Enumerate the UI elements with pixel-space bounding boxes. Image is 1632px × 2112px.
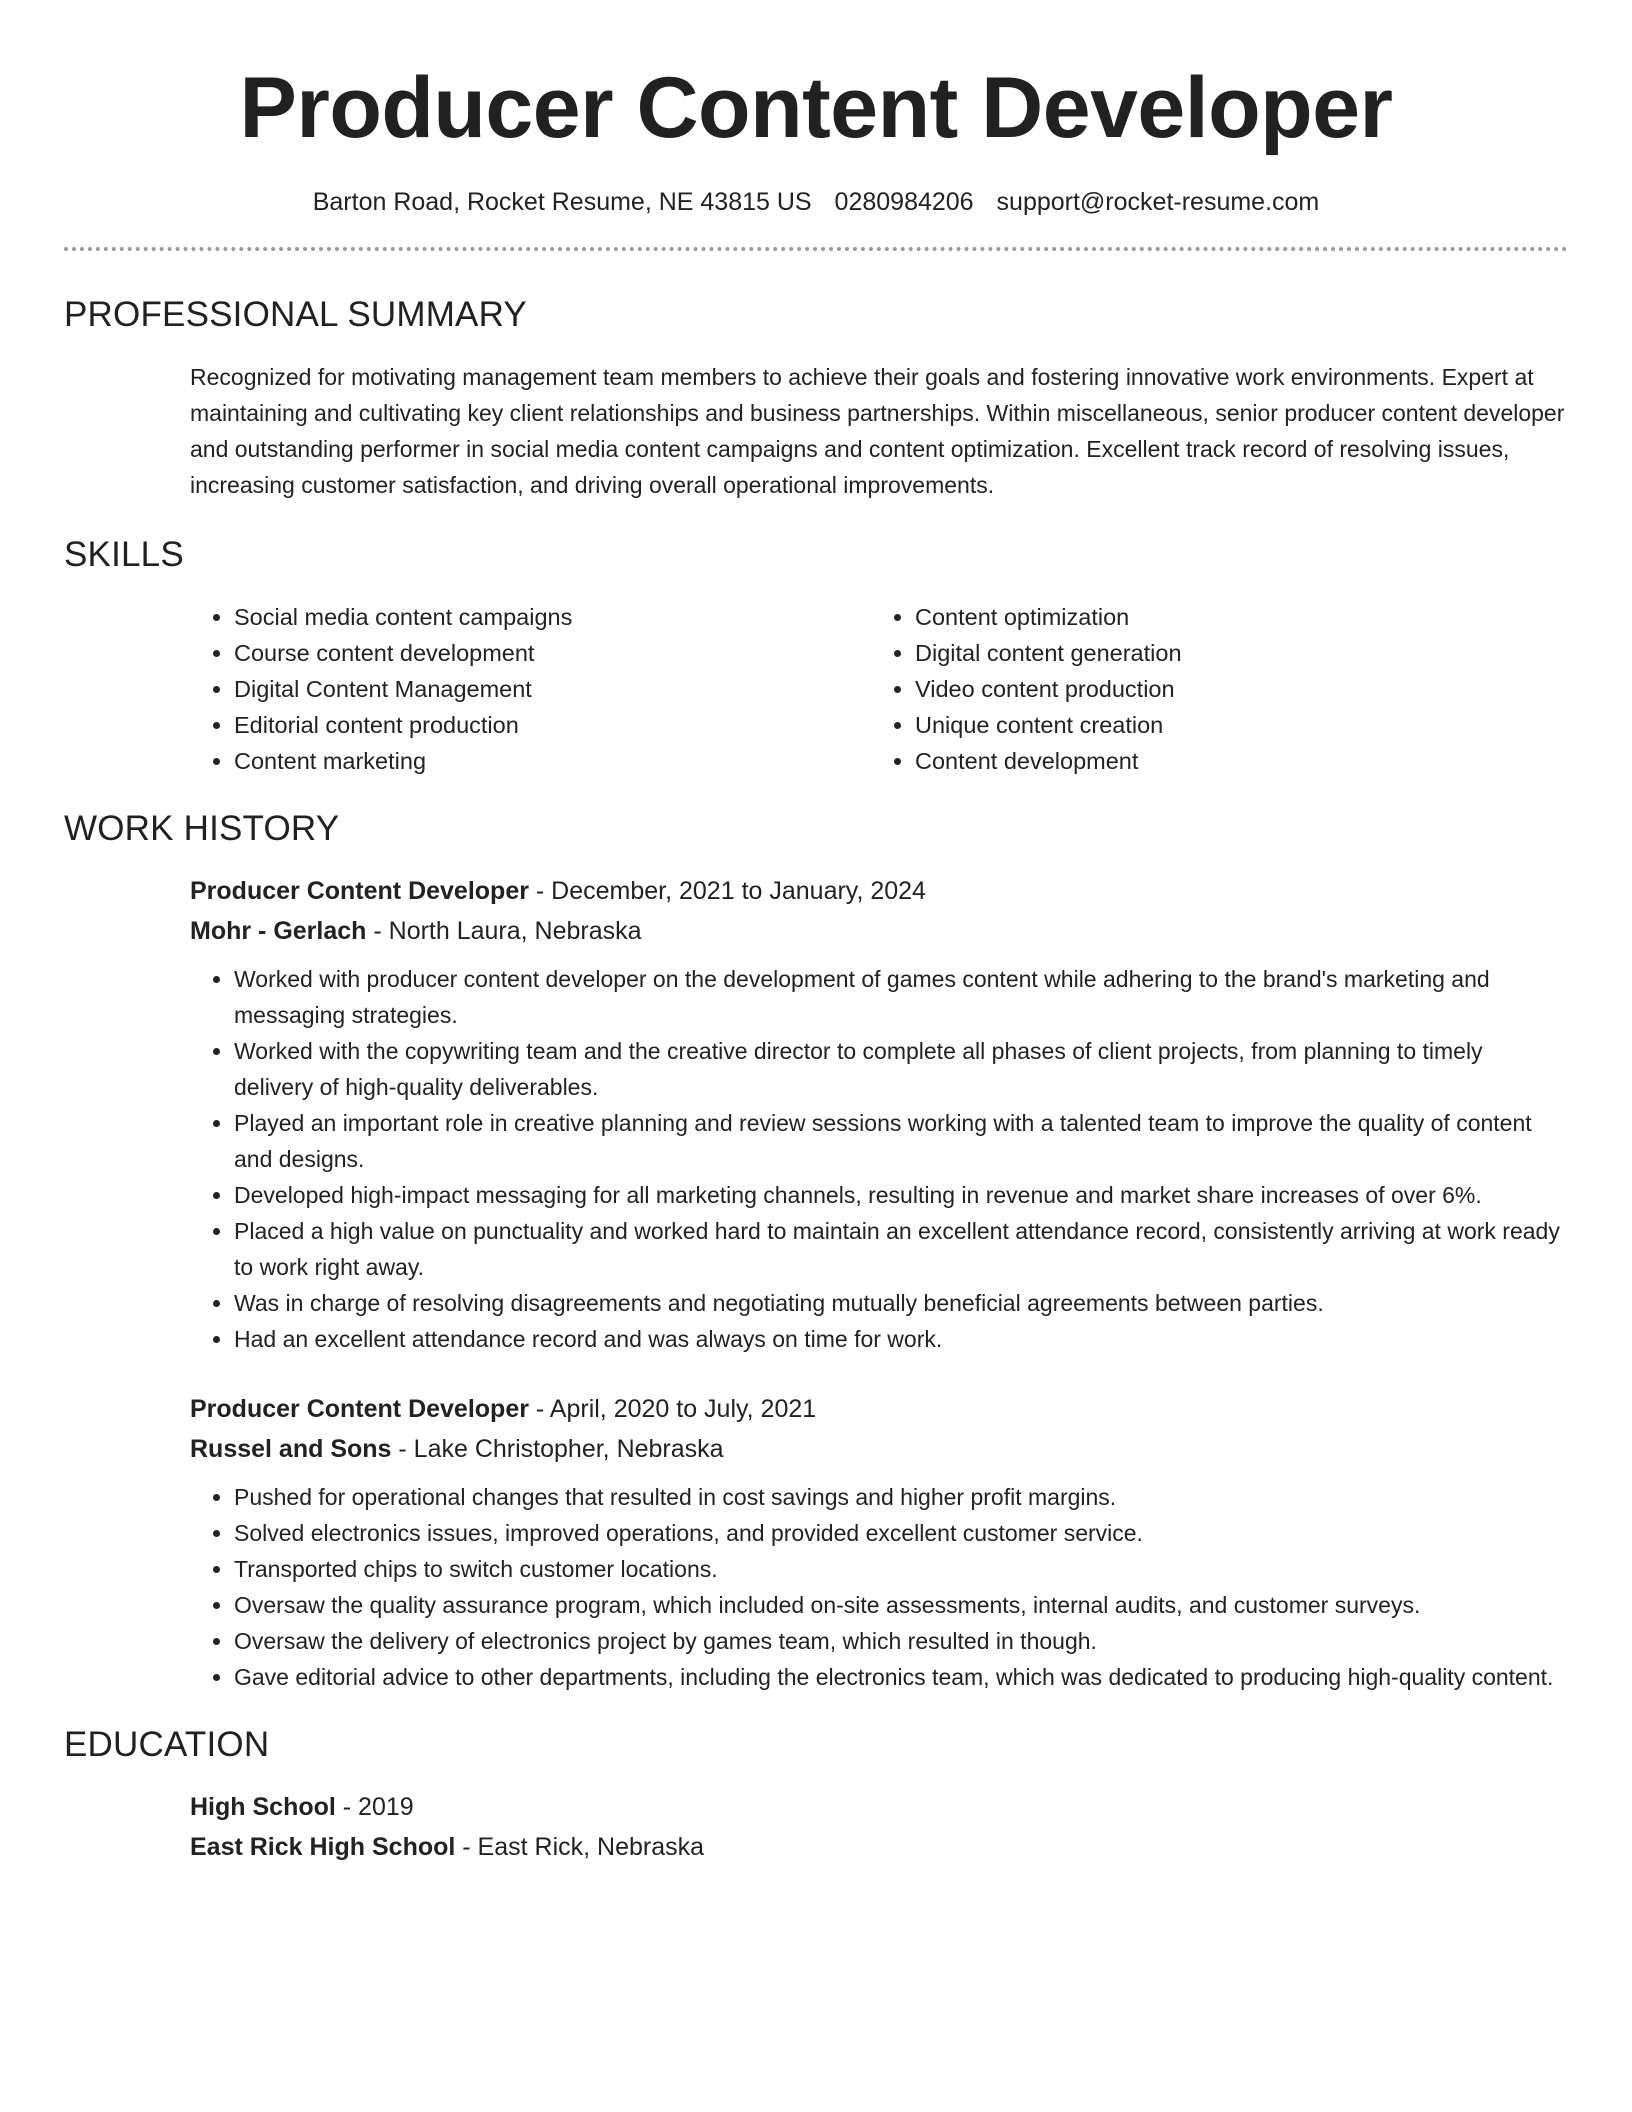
skill-item: • Content marketing <box>234 743 871 779</box>
education-title: EDUCATION <box>64 1725 270 1764</box>
job-bullets <box>190 1479 1568 1695</box>
resume-header <box>64 0 1568 217</box>
summary-title: PROFESSIONAL SUMMARY <box>64 295 527 334</box>
job-company-line <box>190 1429 1568 1469</box>
job-bullets <box>190 961 1568 1357</box>
contact-address: Barton Road, Rocket Resume, NE 43815 US <box>312 188 812 216</box>
job-title-line <box>190 1389 1568 1429</box>
education-location: - East Rick, Nebraska <box>455 1833 705 1861</box>
job-bullet: • Played an important role in creative planning and review sessions working with a talented team to improve the quality of content and designs. <box>234 1105 1568 1177</box>
header-divider <box>64 247 1568 251</box>
job-company-line <box>190 911 1568 951</box>
work-section <box>64 809 1568 1695</box>
job-bullet: • Gave editorial advice to other departments, including the electronics team, which was dedicated to producing high-quality content. <box>234 1659 1568 1695</box>
education-school-line <box>190 1827 1568 1867</box>
job-dates: - December, 2021 to January, 2024 <box>528 877 926 905</box>
work-title: WORK HISTORY <box>64 809 340 848</box>
job-bullet: • Developed high-impact messaging for all marketing channels, resulting in revenue and market share increases of over 6%. <box>234 1177 1568 1213</box>
skill-item: • Social media content campaigns <box>234 599 871 635</box>
education-degree-line <box>190 1787 1568 1827</box>
skills-list <box>190 599 1568 779</box>
contact-line <box>64 188 1568 217</box>
job-bullet: • Oversaw the delivery of electronics project by games team, which resulted in though. <box>234 1623 1568 1659</box>
job-bullet: • Solved electronics issues, improved operations, and provided excellent customer service. <box>234 1515 1568 1551</box>
skills-title: SKILLS <box>64 535 184 574</box>
education-section <box>64 1725 1568 1867</box>
job-company: Mohr - Gerlach <box>190 917 367 945</box>
job-location: - North Laura, Nebraska <box>366 917 642 945</box>
job-location: - Lake Christopher, Nebraska <box>391 1435 724 1463</box>
skills-column-right <box>871 599 1182 779</box>
education-entry <box>190 1787 1568 1867</box>
skill-item: • Content development <box>915 743 1182 779</box>
job-role: Producer Content Developer <box>190 877 529 905</box>
skill-item: • Digital Content Management <box>234 671 871 707</box>
job-role: Producer Content Developer <box>190 1395 529 1423</box>
job-bullet: • Pushed for operational changes that resulted in cost savings and higher profit margins. <box>234 1479 1568 1515</box>
skills-section <box>64 535 1568 779</box>
job-title-line <box>190 871 1568 911</box>
job-dates: - April, 2020 to July, 2021 <box>528 1395 817 1423</box>
job-bullet: • Had an excellent attendance record and was always on time for work. <box>234 1321 1568 1357</box>
job-entry <box>190 1389 1568 1695</box>
skill-item: • Content optimization <box>915 599 1182 635</box>
summary-text: Recognized for motivating management team members to achieve their goals and fostering innovative work environments. Expert at maintaining and cultivating key client relationships and business partnerships. Within miscellaneous, senior producer content developer and outstanding performer in social media content campaigns and content optimization. Excellent track record of resolving issues, increasing customer satisfaction, and driving overall operational improvements. <box>190 364 1565 498</box>
job-company: Russel and Sons <box>190 1435 392 1463</box>
education-school: East Rick High School <box>190 1833 456 1861</box>
summary-section <box>64 295 1568 503</box>
skill-item: • Course content development <box>234 635 871 671</box>
job-entry <box>190 871 1568 1357</box>
job-bullet: • Placed a high value on punctuality and worked hard to maintain an excellent attendance record, consistently arriving at work ready to work right away. <box>234 1213 1568 1285</box>
education-year: - 2019 <box>335 1793 414 1821</box>
job-bullet: • Transported chips to switch customer locations. <box>234 1551 1568 1587</box>
skill-item: • Unique content creation <box>915 707 1182 743</box>
job-bullet: • Worked with the copywriting team and the creative director to complete all phases of client projects, from planning to timely delivery of high-quality deliverables. <box>234 1033 1568 1105</box>
contact-email: support@rocket-resume.com <box>996 188 1320 216</box>
education-degree: High School <box>190 1793 336 1821</box>
skill-item: • Video content production <box>915 671 1182 707</box>
job-bullet: • Was in charge of resolving disagreements and negotiating mutually beneficial agreements between parties. <box>234 1285 1568 1321</box>
skill-item: • Digital content generation <box>915 635 1182 671</box>
candidate-name: Producer Content Developer <box>239 60 1393 156</box>
contact-phone: 0280984206 <box>834 188 974 216</box>
job-bullet: • Oversaw the quality assurance program, which included on-site assessments, internal audits, and customer surveys. <box>234 1587 1568 1623</box>
skills-column-left <box>190 599 871 779</box>
skill-item: • Editorial content production <box>234 707 871 743</box>
job-bullet: • Worked with producer content developer on the development of games content while adhering to the brand's marketing and messaging strategies. <box>234 961 1568 1033</box>
